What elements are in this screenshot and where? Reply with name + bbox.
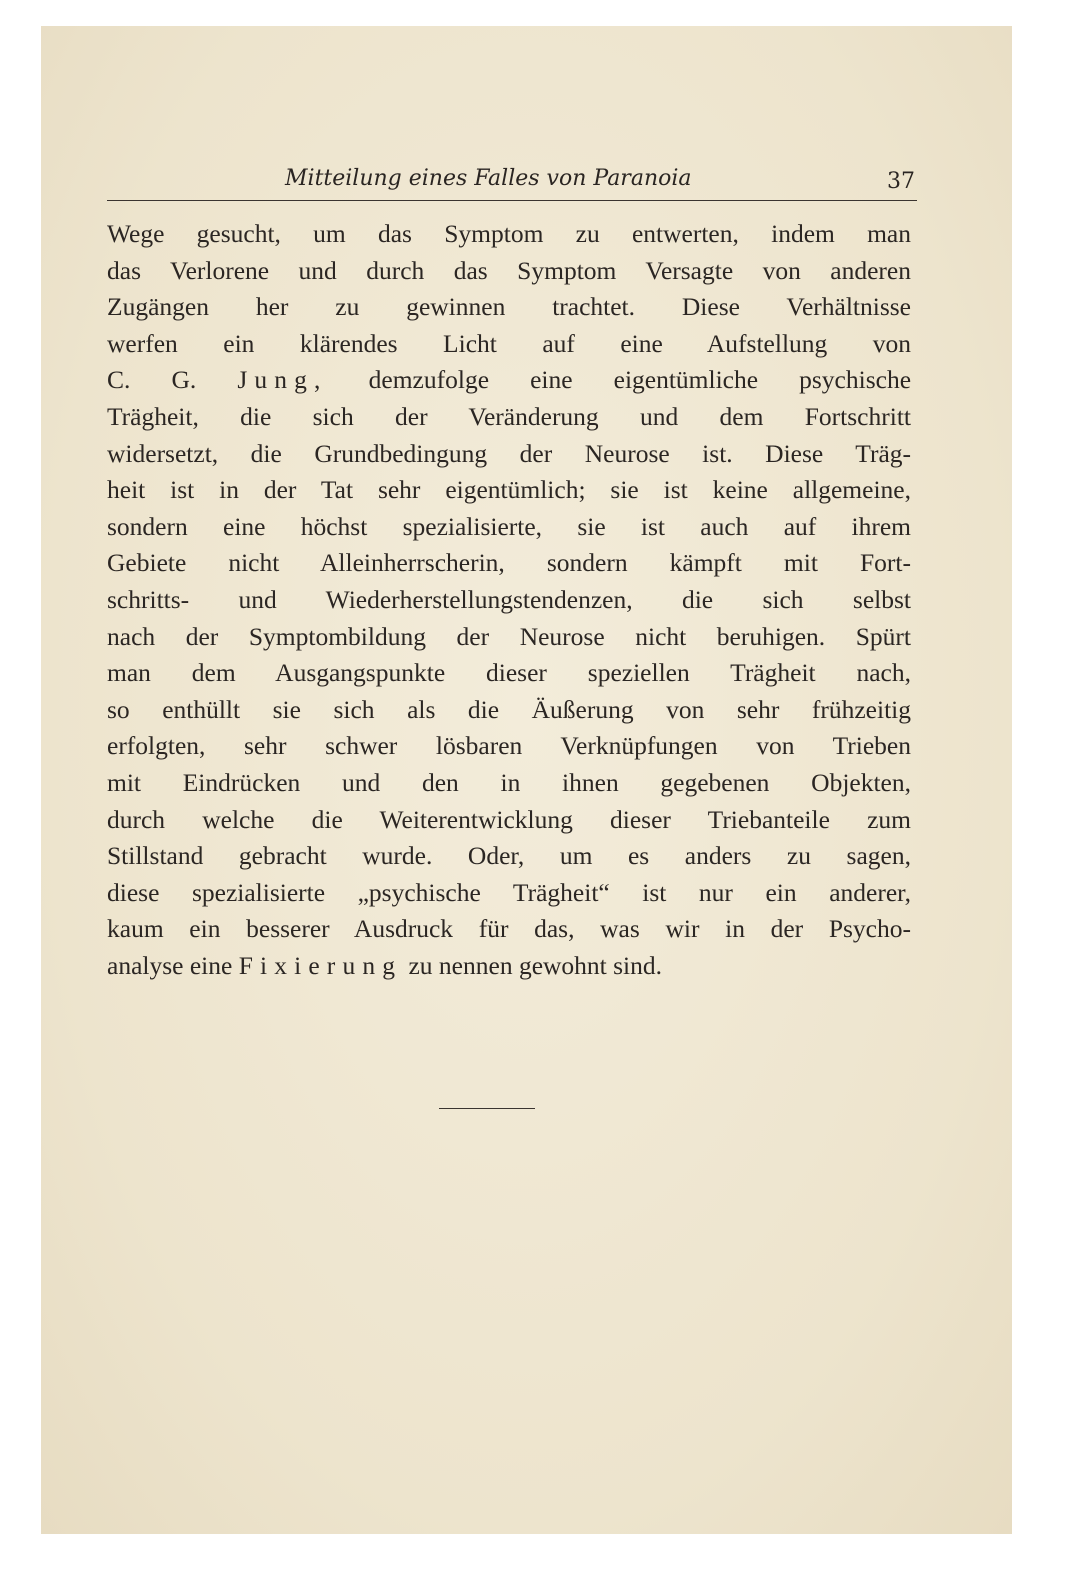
emphasized-word-spaced: Fixierung	[238, 950, 403, 980]
text-line-rest: demzufolge eine eigentümliche psychische	[368, 365, 911, 395]
text-line: mit Eindrücken und den in ihnen gegebenen Objekten,	[107, 767, 911, 797]
section-end-rule	[439, 1108, 535, 1109]
text-line: nach der Symptombildung der Neurose nicht beruhigen. Spürt	[107, 621, 911, 651]
text-line: sondern eine höchst spezialisierte, sie ist auch auf ihrem	[107, 511, 911, 541]
author-initials: C. G.	[107, 365, 197, 395]
text-line: werfen ein klärendes Licht auf eine Aufstellung von	[107, 328, 911, 358]
text-line: erfolgten, sehr schwer lösbaren Verknüpfungen von Trieben	[107, 731, 911, 761]
text-line: so enthüllt sie sich als die Äußerung von sehr frühzeitig	[107, 694, 911, 724]
page-number: 37	[887, 169, 915, 194]
text-line-end: zu nennen gewohnt sind.	[408, 950, 663, 980]
text-line-last	[107, 948, 911, 985]
text-line: Stillstand gebracht wurde. Oder, um es anders zu sagen,	[107, 841, 911, 871]
author-name-spaced: Jung,	[237, 365, 328, 395]
text-line: Gebiete nicht Alleinherrscherin, sondern kämpft mit Fort-	[107, 548, 911, 578]
text-line: heit ist in der Tat sehr eigentümlich; sie ist keine allgemeine,	[107, 475, 911, 505]
text-line: Wege gesucht, um das Symptom zu entwerten, indem man	[107, 219, 911, 248]
body-text	[107, 216, 911, 984]
text-line: Zugängen her zu gewinnen trachtet. Diese Verhältnisse	[107, 292, 911, 322]
book-page	[41, 26, 1012, 1534]
text-line: das Verlorene und durch das Symptom Versagte von anderen	[107, 255, 911, 285]
text-line: durch welche die Weiterentwicklung dieser Triebanteile zum	[107, 804, 911, 834]
text-line: diese spezialisierte „psychische Trägheit“ ist nur ein anderer,	[107, 877, 911, 907]
text-line: man dem Ausgangspunkte dieser speziellen Trägheit nach,	[107, 658, 911, 688]
text-line	[107, 362, 911, 399]
page-header	[107, 166, 917, 201]
text-line-start: analyse eine	[107, 950, 233, 980]
text-line: schritts- und Wiederherstellungstendenzen, die sich selbst	[107, 584, 911, 614]
text-line: kaum ein besserer Ausdruck für das, was wir in der Psycho-	[107, 914, 911, 944]
text-line: widersetzt, die Grundbedingung der Neurose ist. Diese Träg-	[107, 438, 911, 468]
text-line: Trägheit, die sich der Veränderung und dem Fortschritt	[107, 401, 911, 431]
running-title: Mitteilung eines Falles von Paranoia	[285, 166, 692, 191]
